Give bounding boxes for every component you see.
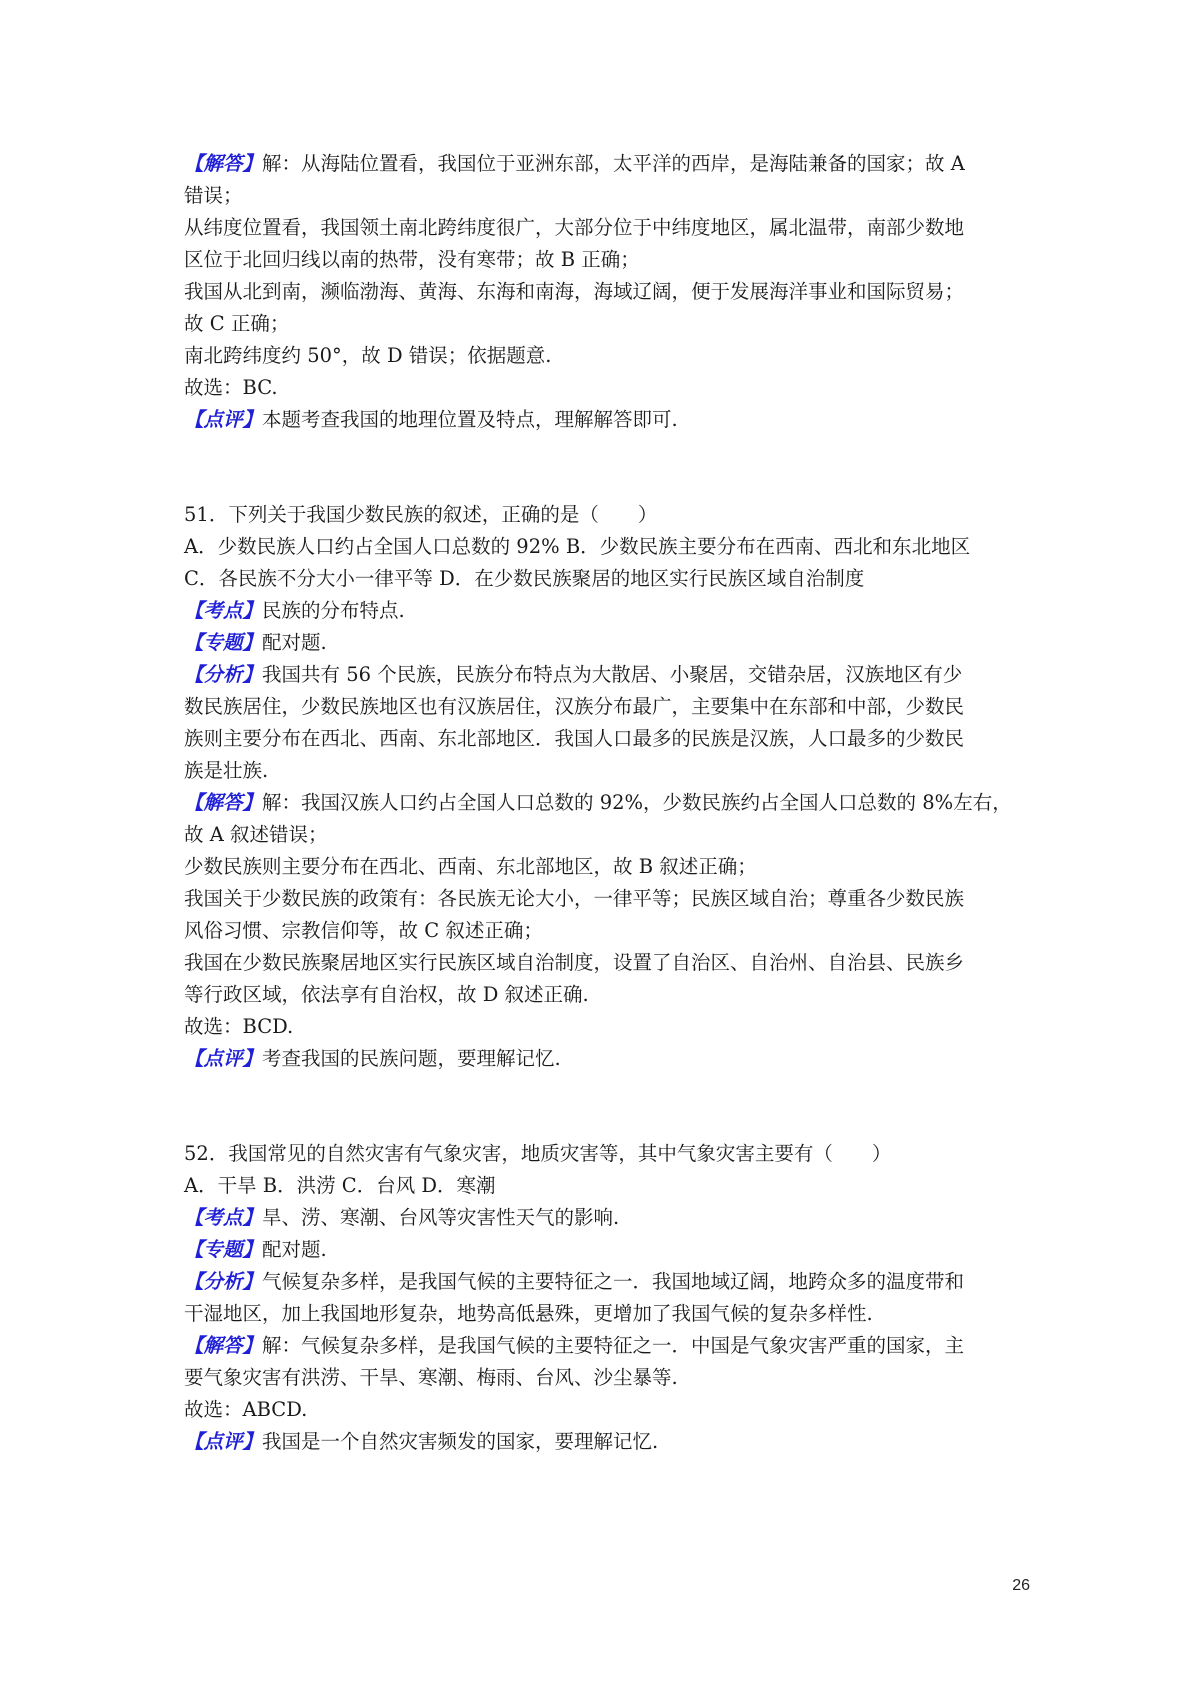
section-tag: 【专题】 — [184, 631, 263, 654]
text-line: 【解答】解：我国汉族人口约占全国人口总数的 92%，少数民族约占全国人口总数的 8%左右， — [184, 791, 1012, 814]
text-line: 等行政区域，依法享有自治权，故 D 叙述正确. — [184, 983, 589, 1006]
text-line: 故选：BC. — [184, 376, 278, 399]
text-line: 【点评】本题考查我国的地理位置及特点，理解解答即可. — [184, 408, 678, 431]
text-line: 我国在少数民族聚居地区实行民族区域自治制度，设置了自治区、自治州、自治县、民族乡 — [184, 951, 965, 974]
text-line: 少数民族则主要分布在西北、西南、东北部地区，故 B 叙述正确； — [184, 855, 757, 878]
text-line: 故选：ABCD. — [184, 1398, 308, 1421]
question-options: A．干旱 B．洪涝 C．台风 D．寒潮 — [184, 1174, 496, 1197]
section-tag: 【考点】 — [184, 1206, 263, 1229]
section-tag: 【专题】 — [184, 1238, 263, 1261]
text-line: 【分析】我国共有 56 个民族，民族分布特点为大散居、小聚居，交错杂居，汉族地区有少 — [184, 663, 963, 686]
text-line: 【分析】气候复杂多样，是我国气候的主要特征之一．我国地域辽阔，地跨众多的温度带和 — [184, 1270, 965, 1293]
section-tag: 【解答】 — [184, 152, 263, 175]
text-line: 我国从北到南，濒临渤海、黄海、东海和南海，海域辽阔，便于发展海洋事业和国际贸易； — [184, 280, 965, 303]
answer-block-50 — [184, 148, 1029, 436]
text-line: 故 C 正确； — [184, 312, 290, 335]
text-line: 故选：BCD. — [184, 1015, 294, 1038]
section-tag: 【分析】 — [184, 1270, 263, 1293]
text-line: 【专题】配对题. — [184, 631, 327, 654]
text-line: 南北跨纬度约 50°，故 D 错误；依据题意. — [184, 344, 552, 367]
section-tag: 【点评】 — [184, 1430, 263, 1453]
text-line: 从纬度位置看，我国领土南北跨纬度很广，大部分位于中纬度地区，属北温带，南部少数地 — [184, 216, 965, 239]
question-block-51 — [184, 499, 1029, 1075]
text-line: 【专题】配对题. — [184, 1238, 327, 1261]
text-line: 【点评】我国是一个自然灾害频发的国家，要理解记忆. — [184, 1430, 659, 1453]
section-tag: 【解答】 — [184, 791, 263, 814]
text-line: 【解答】解：气候复杂多样，是我国气候的主要特征之一．中国是气象灾害严重的国家，主 — [184, 1334, 965, 1357]
question-title: 52．我国常见的自然灾害有气象灾害，地质灾害等，其中气象灾害主要有（ ） — [184, 1142, 892, 1165]
text-line: 错误； — [184, 184, 243, 207]
text-line: 区位于北回归线以南的热带，没有寒带；故 B 正确； — [184, 248, 640, 271]
question-options: C．各民族不分大小一律平等 D．在少数民族聚居的地区实行民族区域自治制度 — [184, 567, 865, 590]
text-line: 数民族居住，少数民族地区也有汉族居住，汉族分布最广，主要集中在东部和中部，少数民 — [184, 695, 965, 718]
text-line: 我国关于少数民族的政策有：各民族无论大小，一律平等；民族区域自治；尊重各少数民族 — [184, 887, 965, 910]
section-tag: 【点评】 — [184, 1047, 263, 1070]
document-body — [184, 148, 1029, 1458]
text-line: 故 A 叙述错误； — [184, 823, 328, 846]
text-line: 风俗习惯、宗教信仰等，故 C 叙述正确； — [184, 919, 543, 942]
section-tag: 【点评】 — [184, 408, 263, 431]
text-line: 【点评】考查我国的民族问题，要理解记忆. — [184, 1047, 561, 1070]
page-number: 26 — [1012, 1577, 1030, 1594]
text-line: 要气象灾害有洪涝、干旱、寒潮、梅雨、台风、沙尘暴等. — [184, 1366, 678, 1389]
text-line: 【考点】旱、涝、寒潮、台风等灾害性天气的影响. — [184, 1206, 620, 1229]
section-tag: 【解答】 — [184, 1334, 263, 1357]
question-block-52 — [184, 1138, 1029, 1458]
question-title: 51．下列关于我国少数民族的叙述，正确的是（ ） — [184, 503, 658, 526]
text-line: 族是壮族. — [184, 759, 269, 782]
question-options: A．少数民族人口约占全国人口总数的 92% B．少数民族主要分布在西南、西北和东北地区 — [184, 535, 971, 558]
section-tag: 【分析】 — [184, 663, 263, 686]
section-tag: 【考点】 — [184, 599, 263, 622]
text-line: 干湿地区，加上我国地形复杂，地势高低悬殊，更增加了我国气候的复杂多样性. — [184, 1302, 873, 1325]
text-line: 【解答】解：从海陆位置看，我国位于亚洲东部，太平洋的西岸，是海陆兼备的国家；故 A — [184, 152, 965, 175]
text-line: 【考点】民族的分布特点. — [184, 599, 405, 622]
text-line: 族则主要分布在西北、西南、东北部地区．我国人口最多的民族是汉族，人口最多的少数民 — [184, 727, 965, 750]
